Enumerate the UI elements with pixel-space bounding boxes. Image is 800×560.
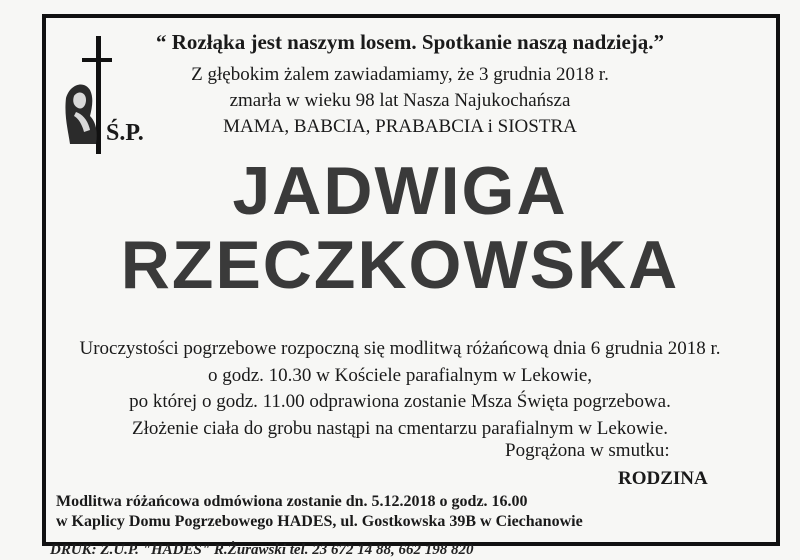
rosary-line: w Kaplicy Domu Pogrzebowego HADES, ul. Gostkowska 39B w Ciechanowie <box>56 513 583 530</box>
last-name: RZECZKOWSKA <box>120 227 680 303</box>
family-signature: RODZINA <box>618 468 708 489</box>
first-name: JADWIGA <box>232 153 568 229</box>
ceremony-line: Złożenie ciała do grobu nastąpi na cmentarzu parafialnym w Lekowie. <box>132 417 668 439</box>
printer-footer: DRUK: Z.U.P. "HADES" R.Żurawski tel. 23 672 14 88, 662 198 820 <box>50 542 474 558</box>
announcement <box>130 62 670 140</box>
mourning-label: Pogrążona w smutku: <box>505 440 670 461</box>
rosary-line: Modlitwa różańcowa odmówiona zostanie dn. 5.12.2018 o godz. 16.00 <box>56 493 528 510</box>
ceremony-line: o godz. 10.30 w Kościele parafialnym w Lekowie, <box>207 364 593 386</box>
sp-label: Ś.P. <box>106 120 144 146</box>
ceremony-details <box>50 336 750 442</box>
motto-quote: “ Rozłąka jest naszym losem. Spotkanie naszą nadzieją.” <box>155 30 665 54</box>
cross-with-mourner-icon <box>60 36 112 156</box>
announcement-line: Z głębokim żalem zawiadamiamy, że 3 grudnia 2018 r. <box>191 64 609 85</box>
ceremony-line: po której o godz. 11.00 odprawiona zostanie Msza Święta pogrzebowa. <box>129 391 671 412</box>
rosary-notice <box>56 492 583 532</box>
announcement-line: MAMA, BABCIA, PRABABCIA i SIOSTRA <box>223 116 577 137</box>
announcement-line: zmarła w wieku 98 lat Nasza Najukochańsza <box>229 90 571 111</box>
ceremony-line: Uroczystości pogrzebowe rozpoczną się modlitwą różańcową dnia 6 grudnia 2018 r. <box>79 338 721 359</box>
